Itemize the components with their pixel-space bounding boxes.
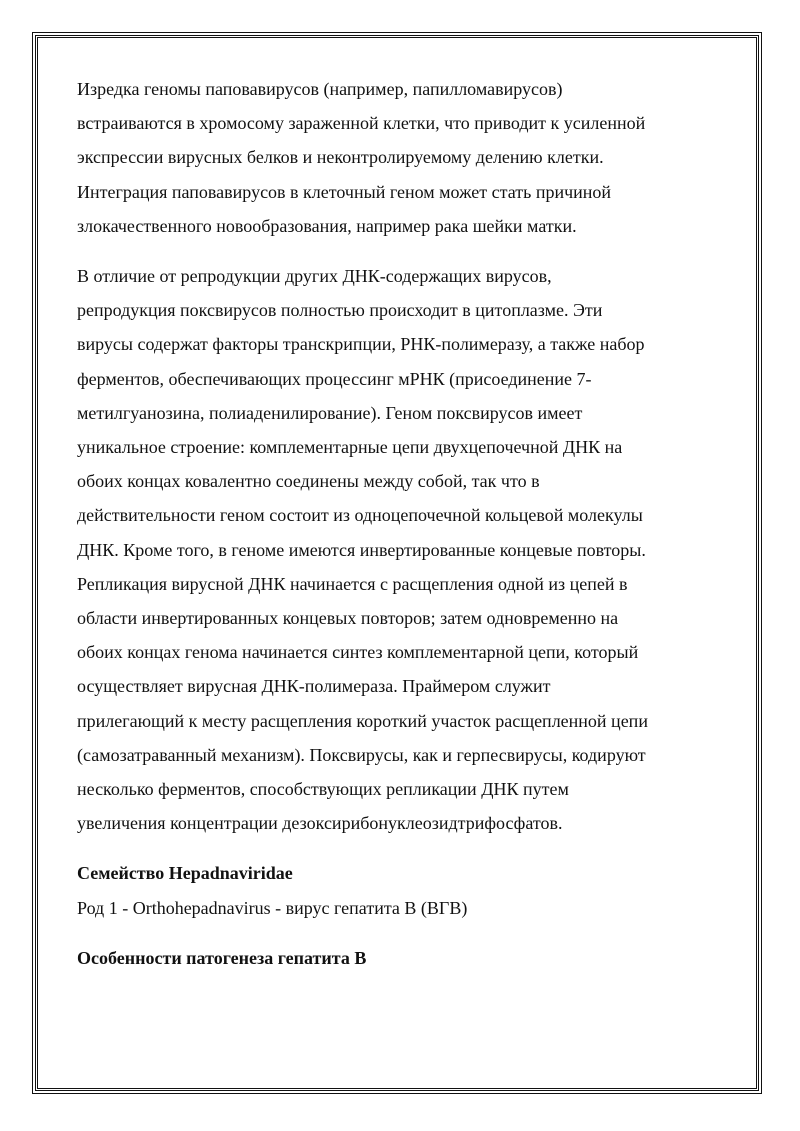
text-line: метилгуанозина, полиаденилирование). Геном поксвирусов имеет [77, 402, 583, 423]
text-line: области инвертированных концевых повторов; затем одновременно на [77, 608, 619, 629]
pathogenesis-heading: Особенности патогенеза гепатита В [77, 947, 367, 968]
text-line: В отличие от репродукции других ДНК-содержащих вирусов, [77, 266, 552, 287]
text-line: Репликация вирусной ДНК начинается с расщепления одной из цепей в [77, 573, 628, 594]
text-line: вирусы содержат факторы транскрипции, РНК-полимеразу, а также набор [77, 334, 645, 355]
text-line: ДНК. Кроме того, в геноме имеются инвертированные концевые повторы. [77, 539, 646, 560]
text-line: Изредка геномы паповавирусов (например, папилломавирусов) [77, 79, 563, 99]
text-line: действительности геном состоит из одноцепочечной кольцевой молекулы [77, 505, 643, 526]
text-line: увеличения концентрации дезоксирибонуклеозидтрифосфатов. [77, 813, 563, 834]
text-line: репродукция поксвирусов полностью происходит в цитоплазме. Эти [77, 300, 603, 321]
text-line: (самозатраванный механизм). Поксвирусы, как и герпесвирусы, кодируют [77, 744, 646, 765]
text-line: прилегающий к месту расщепления короткий участок расщепленной цепи [77, 710, 648, 731]
text-line: осуществляет вирусная ДНК-полимераза. Праймером служит [77, 676, 551, 697]
text-line: ферментов, обеспечивающих процессинг мРНК (присоединение 7- [77, 368, 592, 389]
family-heading: Семейство Hepadnaviridae [77, 863, 293, 884]
document-body [77, 72, 727, 975]
text-line: уникальное строение: комплементарные цепи двухцепочечной ДНК на [77, 437, 623, 458]
genus-line: Род 1 - Orthohepadnavirus - вирус гепатита В (ВГВ) [77, 897, 468, 918]
text-line: обоих концах генома начинается синтез комплементарной цепи, который [77, 642, 639, 663]
text-line: встраиваются в хромосому зараженной клетки, что приводит к усиленной [77, 113, 646, 134]
text-line: экспрессии вирусных белков и неконтролируемому делению клетки. [77, 147, 604, 168]
paragraph-papovaviruses [77, 72, 727, 243]
paragraph-poxviruses [77, 259, 727, 840]
text-line: несколько ферментов, способствующих репликации ДНК путем [77, 779, 569, 800]
text-line: обоих концах ковалентно соединены между собой, так что в [77, 471, 540, 492]
text-line: злокачественного новообразования, например рака шейки матки. [77, 215, 577, 236]
text-line: Интеграция паповавирусов в клеточный геном может стать причиной [77, 181, 612, 202]
